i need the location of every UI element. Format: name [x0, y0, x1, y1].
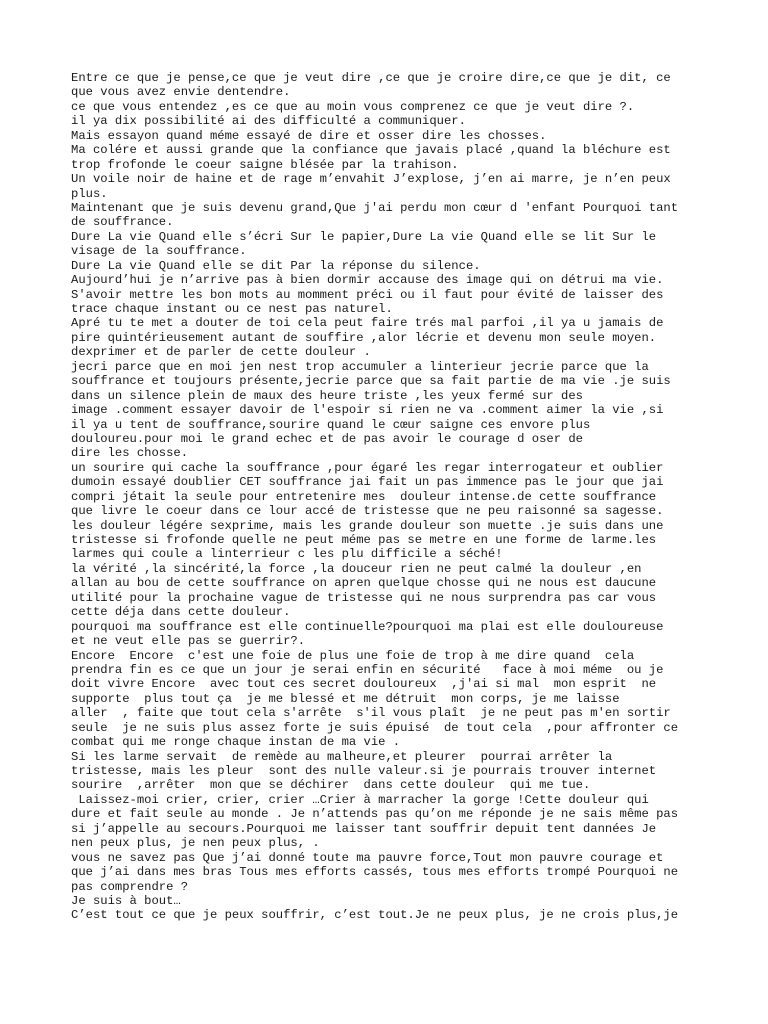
- text-line: Laissez-moi crier, crier, crier …Crier à marracher la gorge !Cette douleur qui: [71, 792, 649, 807]
- text-line: que livre le coeur dans ce lour accé de tristesse que ne peu raisonné sa sagesse.: [71, 504, 664, 519]
- text-line: Dure La vie Quand elle s’écri Sur le papier,Dure La vie Quand elle se lit Sur le: [71, 229, 657, 244]
- text-line: un sourire qui cache la souffrance ,pour égaré les regar interrogateur et oublier: [71, 460, 664, 475]
- text-line: que j’ai dans mes bras Tous mes efforts cassés, tous mes efforts trompé Pourquoi ne: [71, 865, 679, 880]
- text-line: Si les larme servait de remède au malheure,et pleurer pourrai arrêter la: [71, 749, 613, 764]
- text-line: Maintenant que je suis devenu grand,Que j'ai perdu mon cœur d 'enfant Pourquoi tant: [71, 200, 679, 215]
- text-line: dure et fait seule au monde . Je n’attends pas qu’on me réponde je ne sais même pas: [71, 807, 679, 822]
- text-line: S'avoir mettre les bon mots au momment préci ou il faut pour évité de laisser des: [71, 287, 664, 302]
- text-line: aller , faite que tout cela s'arrête s'il vous plaît je ne peut pas m'en sortir: [71, 706, 671, 721]
- text-line: pire quintérieusement autant de souffire ,alor lécrie et devenu mon seule moyen.: [71, 330, 657, 345]
- text-line: les douleur légére sexprime, mais les grande douleur son muette .je suis dans une: [71, 518, 664, 533]
- text-line: Aujourd’hui je n’arrive pas à bien dormir accause des image qui on détrui ma vie.: [71, 273, 664, 288]
- text-line: si j’appelle au secours.Pourquoi me laisser tant souffrir depuit tent dannées Je: [71, 821, 657, 836]
- text-line: larmes qui coule a linterrieur c les plu difficile a séché!: [71, 547, 503, 562]
- text-line: image .comment essayer davoir de l'espoir si rien ne va .comment aimer la vie ,si: [71, 403, 664, 418]
- text-line: trace chaque instant ou ce nest pas naturel.: [71, 302, 393, 316]
- text-line: seule je ne suis plus assez forte je suis épuisé de tout cela ,pour affronter ce: [71, 720, 679, 735]
- text-line: prendra fin es ce que un jour je serai enfin en sécurité face à moi méme ou je: [71, 662, 664, 677]
- text-line: Ma colére et aussi grande que la confiance que javais placé ,quand la bléchure est: [71, 143, 671, 158]
- text-line: la vérité ,la sincérité,la force ,la douceur rien ne peut calmé la douleur ,en: [71, 561, 642, 576]
- text-line: jecri parce que en moi jen nest trop accumuler a linterieur jecrie parce que la: [71, 359, 649, 374]
- text-line: allan au bou de cette souffrance on apren quelque chosse qui ne nous est daucune: [71, 576, 657, 591]
- text-line: tristesse si frofonde quelle ne peut méme pas se metre en une forme de larme.les: [71, 533, 657, 547]
- text-line: tristesse, mais les pleur sont des nulle valeur.si je pourrais trouver internet: [71, 764, 657, 778]
- text-line: utilité pour la prochaine vague de tristesse qui ne nous surprendra pas car vous: [71, 590, 657, 605]
- text-line: Je suis à bout…: [71, 893, 181, 908]
- text-line: Un voile noir de haine et de rage m’envahit J’explose, j’en ai marre, je n’en peux: [71, 172, 671, 187]
- text-line: combat qui me ronge chaque instan de ma vie .: [71, 735, 401, 750]
- text-line: nen peux plus, je nen peux plus, .: [71, 836, 320, 851]
- text-line: ce que vous entendez ,es ce que au moin vous comprenez ce que je veut dire ?.: [71, 99, 635, 114]
- text-line: trop frofonde le coeur saigne blésée par la trahison.: [71, 157, 459, 172]
- text-line: et ne veut elle pas se guerrir?.: [71, 634, 306, 649]
- text-line: Dure La vie Quand elle se dit Par la réponse du silence.: [71, 258, 481, 273]
- text-line: que vous avez envie dentendre.: [71, 85, 291, 100]
- text-line: Apré tu te met a douter de toi cela peut faire trés mal parfoi ,il ya u jamais de: [71, 316, 664, 331]
- text-line: supporte plus tout ça je me blessé et me détruit mon corps, je me laisse: [71, 691, 620, 706]
- text-line: Encore Encore c'est une foie de plus une foie de trop à me dire quand cela: [71, 648, 635, 663]
- text-line: cette déja dans cette douleur.: [71, 605, 291, 620]
- text-line: de souffrance.: [71, 215, 174, 230]
- text-line: dumoin essayé doublier CET souffrance jai fait un pas immence pas le jour que jai: [71, 475, 664, 490]
- text-line: vous ne savez pas Que j’ai donné toute ma pauvre force,Tout mon pauvre courage et: [71, 850, 664, 865]
- text-line: visage de la souffrance.: [71, 244, 247, 259]
- text-line: dexprimer et de parler de cette douleur .: [71, 345, 371, 360]
- text-line: plus.: [71, 186, 108, 201]
- text-line: compri jétait la seule pour entretenire mes douleur intense.de cette souffrance: [71, 489, 657, 504]
- text-line: douloureu.pour moi le grand echec et de pas avoir le courage d oser de: [71, 431, 583, 446]
- text-line: C’est tout ce que je peux souffrir, c’est tout.Je ne peux plus, je ne crois plus,je: [71, 908, 679, 923]
- text-line: il ya u tent de souffrance,sourire quand le cœur saigne ces envore plus: [71, 417, 591, 432]
- text-line: pourquoi ma souffrance est elle continuelle?pourquoi ma plai est elle douloureuse: [71, 619, 664, 634]
- text-line: sourire ,arrêter mon que se déchirer dans cette douleur qui me tue.: [71, 778, 591, 793]
- text-line: dans un silence plein de maux des heure triste ,les yeux fermé sur des: [71, 388, 583, 403]
- text-line: Entre ce que je pense,ce que je veut dire ,ce que je croire dire,ce que je dit, ce: [71, 71, 671, 85]
- text-line: souffrance et toujours présente,jecrie parce que sa fait partie de ma vie .je suis: [71, 374, 671, 389]
- text-line: doit vivre Encore avec tout ces secret douloureux ,j'ai si mal mon esprit ne: [71, 677, 657, 692]
- text-line: il ya dix possibilité ai des difficulté a communiquer.: [71, 114, 466, 129]
- text-line: Mais essayon quand méme essayé de dire et osser dire les chosses.: [71, 128, 547, 143]
- text-line: dire les chosse.: [71, 446, 189, 461]
- document-body: [71, 71, 711, 923]
- text-line: pas comprendre ?: [71, 879, 189, 894]
